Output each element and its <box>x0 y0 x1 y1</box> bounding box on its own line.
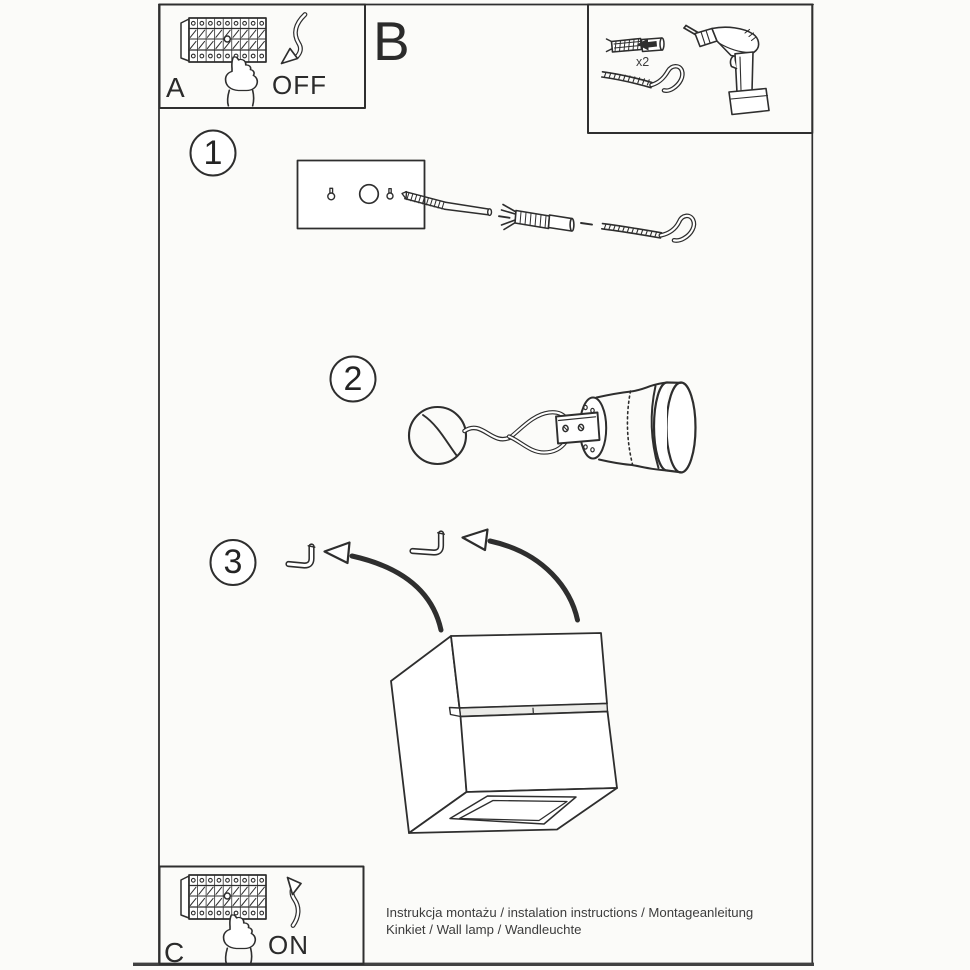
step-1-number: 1 <box>203 133 223 172</box>
pointing-hand-a-icon <box>226 57 258 106</box>
step-3-number: 3 <box>223 543 243 581</box>
footer-text <box>386 905 753 939</box>
cube-wall-lamp <box>391 633 617 833</box>
section-b-label: B <box>373 10 410 72</box>
swing-arrow-left <box>325 543 442 631</box>
arrow-down-icon <box>282 15 306 64</box>
breaker-panel-c-icon <box>181 875 266 919</box>
wall-plug-x2-icon <box>607 38 665 52</box>
pointing-hand-c-icon <box>224 915 256 964</box>
breaker-panel-a-icon <box>181 18 266 62</box>
section-c-label: C <box>164 937 185 968</box>
cable-hole <box>360 185 379 204</box>
section-b-box <box>588 5 812 134</box>
drill-icon <box>684 26 769 115</box>
screw-hook-step1-icon <box>602 216 694 241</box>
step-2-number: 2 <box>343 359 363 398</box>
cable-loop-icon <box>409 407 466 464</box>
hook-right-icon <box>413 533 445 553</box>
assembly-dash-2 <box>581 223 592 225</box>
footer-line-1: Instrukcja montażu / instalation instructions / Montageanleitung <box>386 905 754 920</box>
breaker-off-label: OFF <box>272 70 327 100</box>
arrow-up-icon <box>288 878 302 926</box>
assembly-dash-1 <box>499 216 510 218</box>
socket-wires <box>465 412 567 452</box>
footer-line-2: Kinkiet / Wall lamp / Wandleuchte <box>386 921 582 937</box>
swing-arrow-right <box>463 530 578 621</box>
breaker-on-label: ON <box>268 930 309 960</box>
hook-left-icon <box>289 546 315 566</box>
anchor-quantity-label: x2 <box>636 55 650 69</box>
terminal-block <box>556 413 600 444</box>
section-a-label: A <box>166 72 185 103</box>
wall-plug-step1-icon <box>502 205 574 232</box>
screw-hook-b-icon <box>602 66 683 90</box>
